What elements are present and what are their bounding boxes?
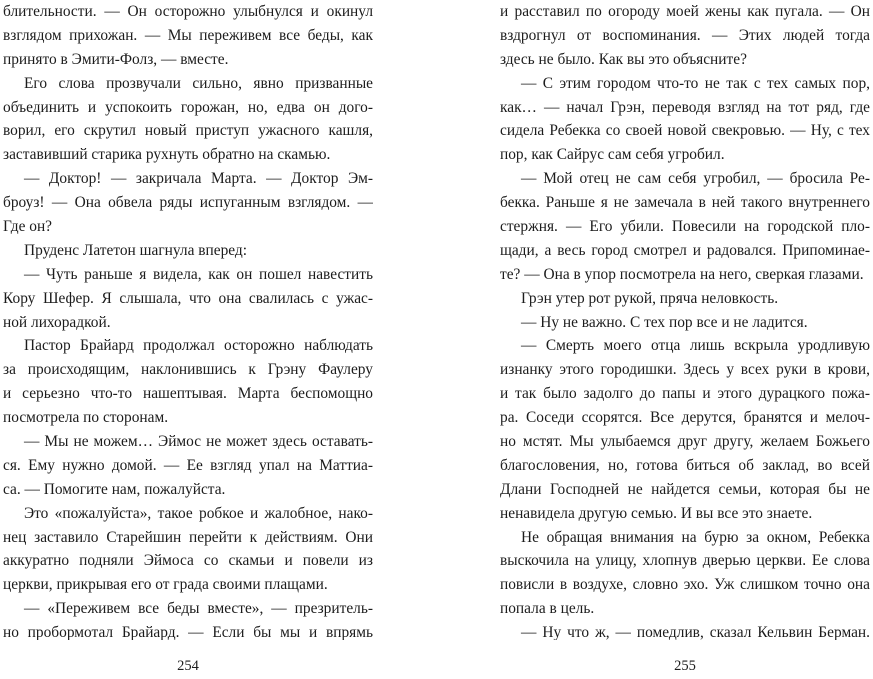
text-line: блительности. — Он осторожно улыбнулся и окинул bbox=[3, 3, 373, 20]
text-line: заставивший старика рухнуть обратно на скамью. bbox=[3, 146, 331, 164]
text-line: — С этим городом что-то не так с тех самых пор, bbox=[521, 74, 870, 92]
text-line: пор, как Сайрус сам себя угробил. bbox=[500, 146, 725, 164]
left-page bbox=[3, 0, 373, 679]
right-page-text bbox=[500, 0, 870, 640]
text-line: Не обращая внимания на бурю за окном, Ребекка bbox=[521, 528, 870, 546]
text-line: — «Переживем все беды вместе», — презритель- bbox=[24, 600, 373, 618]
text-line: Где он? bbox=[3, 218, 53, 236]
text-line: посмотрела по сторонам. bbox=[3, 409, 169, 427]
text-line: вздрогнул от воспоминания. — Этих людей тогда bbox=[500, 26, 870, 44]
text-line: церкви, прикрывая его от града своими плащами. bbox=[3, 576, 328, 594]
text-line: — Мы не можем… Эймос не может здесь оставать- bbox=[24, 433, 373, 451]
text-line: — Доктор! — закричала Марта. — Доктор Эм- bbox=[24, 170, 373, 188]
text-line: те? — Она в упор посмотрела на него, сверкая глазами. bbox=[500, 265, 864, 283]
text-line: ворил, его скрутил новый приступ ужасного кашля, bbox=[3, 122, 373, 140]
text-line: Грэн утер рот рукой, пряча неловкость. bbox=[521, 289, 779, 307]
text-line: ной лихорадкой. bbox=[3, 313, 111, 331]
text-line: изнанку этого городишки. Здесь у всех руки в крови, bbox=[500, 361, 870, 379]
text-line: и так было задолго до папы и этого дурацкого пожа- bbox=[500, 385, 870, 403]
right-page bbox=[500, 0, 870, 679]
text-line: Это «пожалуйста», такое робкое и жалобное, нако- bbox=[24, 504, 373, 522]
text-line: Пруденс Латетон шагнула вперед: bbox=[24, 241, 248, 259]
text-line: попала в цель. bbox=[500, 600, 595, 618]
text-line: благословения, но, готова биться об заклад, во всей bbox=[500, 456, 870, 474]
text-line: объединить и успокоить горожан, но, едва он дого- bbox=[3, 98, 373, 116]
text-line: Кору Шефер. Я слышала, что она свалилась с ужас- bbox=[3, 289, 373, 307]
text-line: принято в Эмити-Фолз, — вместе. bbox=[3, 50, 229, 68]
text-line: Длани Господней не найдется семьи, которая бы не bbox=[500, 480, 870, 498]
right-page-number: 255 bbox=[674, 658, 696, 674]
text-line: щади, а весь город смотрел и радовался. Припоминае- bbox=[500, 241, 870, 259]
text-line: Пастор Брайард продолжал осторожно наблюдать bbox=[24, 337, 373, 355]
text-line: — Мой отец не сам себя угробил, — бросила Ре- bbox=[521, 170, 870, 188]
text-line: — Ну что ж, — помедлив, сказал Кельвин Берман. bbox=[521, 624, 870, 640]
text-line: но пробормотал Брайард. — Если бы мы и впрямь bbox=[3, 624, 373, 640]
text-line: выскочила на улицу, хлопнув дверью церкви. Ее слова bbox=[500, 552, 870, 570]
left-page-text bbox=[3, 0, 373, 640]
text-line: броуз! — Она обвела ряды испуганным взглядом. — bbox=[3, 194, 373, 212]
text-line: сидела Ребекка со своей новой свекровью. — Ну, с тех bbox=[500, 122, 870, 140]
text-line: са. — Помогите нам, пожалуйста. bbox=[3, 480, 226, 498]
text-line: взглядом прихожан. — Мы переживем все беды, как bbox=[3, 26, 373, 44]
text-line: стержня. — Его убили. Повесили на городской пло- bbox=[500, 218, 870, 236]
text-line: и расставил по огороду моей жены как пугала. — Он bbox=[500, 3, 870, 20]
text-line: повисли в воздухе, словно эхо. Уж слишком точно она bbox=[500, 576, 870, 594]
left-page-number: 254 bbox=[177, 658, 199, 674]
text-line: — Чуть раньше я видела, как он пошел навестить bbox=[24, 265, 373, 283]
text-line: за происходящим, наклонившись к Грэну Фаулеру bbox=[3, 361, 373, 379]
text-line: нец заставило Старейшин перейти к действиям. Они bbox=[3, 528, 373, 546]
text-line: аккуратно подняли Эймоса со скамьи и повели из bbox=[3, 552, 373, 570]
text-line: ра. Соседи ссорятся. Все дерутся, бранятся и мелоч- bbox=[500, 409, 870, 427]
text-line: как… — начал Грэн, переводя взгляд на тот ряд, где bbox=[500, 98, 870, 116]
text-line: ся. Ему нужно домой. — Ее взгляд упал на Маттиа- bbox=[3, 456, 373, 474]
text-line: бекка. Раньше я не замечала в ней такого внутреннего bbox=[500, 194, 870, 212]
text-line: и серьезно что-то нашептывая. Марта беспомощно bbox=[3, 385, 373, 403]
text-line: но мстят. Мы улыбаемся друг другу, желаем Божьего bbox=[500, 433, 870, 451]
text-line: здесь не было. Как вы это объясните? bbox=[500, 50, 747, 68]
text-line: ненавидела другую семью. И вы все это знаете. bbox=[500, 504, 813, 522]
text-line: — Ну не важно. С тех пор все и не ладится. bbox=[521, 313, 808, 331]
text-line: Его слова прозвучали сильно, явно призванные bbox=[24, 74, 373, 92]
text-line: — Смерть моего отца лишь вскрыла уродливую bbox=[521, 337, 870, 355]
